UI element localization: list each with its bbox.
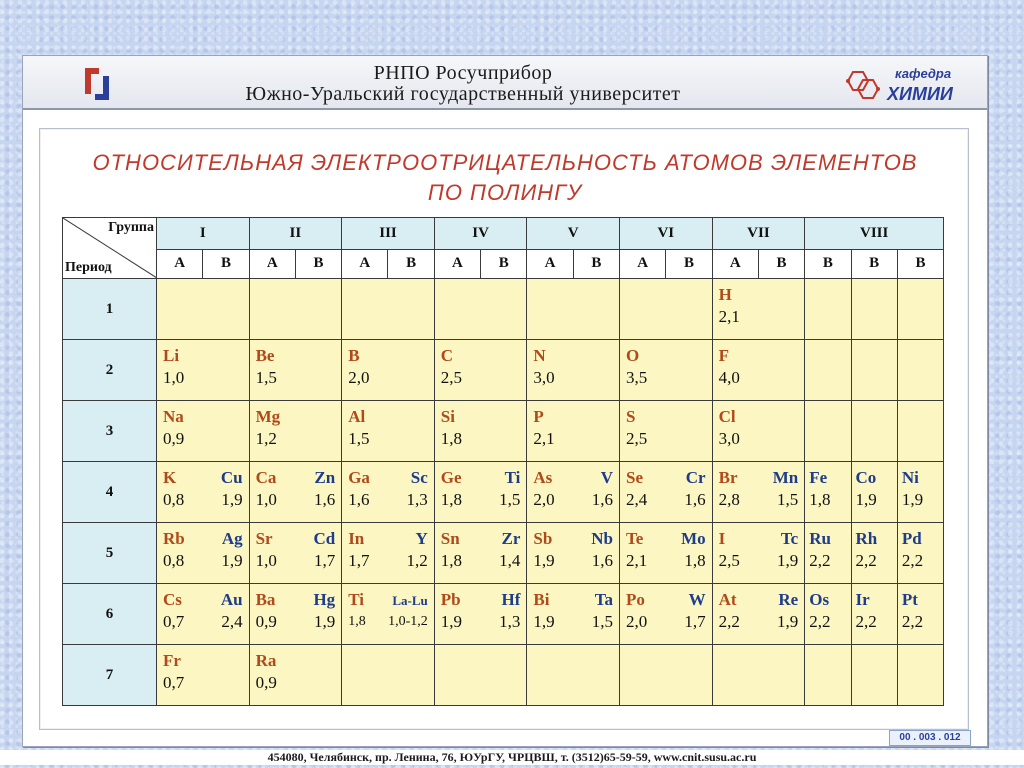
electronegativity-value: 0,9	[255, 612, 277, 631]
subgroup-header: В	[851, 249, 897, 278]
department-name: ХИМИИ	[887, 84, 953, 104]
electronegativity-value: 1,9	[901, 490, 924, 509]
element-cell	[620, 401, 713, 462]
element-symbol: Br	[718, 468, 738, 487]
element-symbol: Rb	[163, 529, 185, 548]
electronegativity-value: 1,8	[684, 551, 706, 570]
electronegativity-value: 2,2	[718, 612, 740, 631]
element-cell	[434, 584, 527, 645]
element-symbol: Tc	[780, 529, 799, 548]
electronegativity-value: 3,0	[718, 429, 740, 448]
element-symbol: Nb	[591, 529, 613, 548]
element-symbol: Re	[778, 590, 799, 609]
electronegativity-value: 2,2	[855, 612, 877, 631]
element-symbol: Ba	[255, 590, 276, 609]
electronegativity-value: 1,7	[313, 551, 336, 570]
poster	[22, 55, 988, 747]
organization-name: РНПО Росучприбор	[373, 62, 553, 84]
element-cell	[851, 340, 897, 401]
element-cell	[805, 645, 851, 706]
element-symbol: Mg	[255, 407, 281, 426]
group-axis-label: Группа	[108, 220, 154, 235]
electronegativity-value: 2,2	[855, 551, 877, 570]
element-symbol: Ti	[348, 590, 364, 609]
element-symbol: Ir	[855, 590, 870, 609]
subgroup-header: А	[157, 249, 203, 278]
element-symbol: N	[533, 346, 546, 365]
element-symbol: Ti	[504, 468, 521, 487]
element-cell	[851, 584, 897, 645]
element-cell	[342, 584, 435, 645]
electronegativity-value: 1,0	[255, 490, 277, 509]
electronegativity-value: 1,2	[255, 429, 277, 448]
electronegativity-value: 1,8	[440, 551, 463, 570]
element-symbol: Po	[626, 590, 645, 609]
department-label: кафедра	[895, 66, 952, 81]
electronegativity-value: 1,0-1,2	[388, 614, 428, 629]
element-cell	[620, 645, 713, 706]
electronegativity-value: 1,5	[591, 612, 613, 631]
poster-header	[23, 56, 987, 110]
electronegativity-value: 4,0	[718, 368, 740, 387]
element-symbol: Pd	[901, 529, 922, 548]
element-symbol: Si	[440, 407, 455, 426]
university-name: Южно-Уральский государственный университет	[245, 83, 681, 105]
electronegativity-value: 1,8	[809, 490, 831, 509]
element-cell	[527, 462, 620, 523]
element-symbol: In	[348, 529, 365, 548]
electronegativity-value: 1,9	[221, 551, 243, 570]
subgroup-header: А	[342, 249, 388, 278]
electronegativity-value: 2,1	[626, 551, 648, 570]
electronegativity-value: 1,8	[440, 429, 463, 448]
element-symbol: Al	[348, 407, 366, 426]
electronegativity-value: 2,5	[440, 368, 463, 387]
period-number: 6	[63, 584, 157, 645]
group-header-4: IV	[434, 218, 527, 250]
electronegativity-value: 0,7	[163, 612, 185, 631]
footer-address: 454080, Челябинск, пр. Ленина, 76, ЮУрГУ, ЧРЦВШ, т. (3512)65-59-59, www.cnit.susu.ac.ru	[0, 750, 1024, 765]
period-row	[63, 279, 944, 340]
group-header-2: II	[249, 218, 342, 250]
element-cell	[527, 401, 620, 462]
element-cell	[805, 340, 851, 401]
element-cell	[712, 645, 805, 706]
element-symbol: Cr	[685, 468, 706, 487]
element-symbol: Sc	[410, 468, 428, 487]
element-symbol: La-Lu	[392, 593, 428, 608]
element-cell	[851, 401, 897, 462]
electronegativity-value: 0,8	[163, 490, 185, 509]
element-symbol: Rh	[855, 529, 878, 548]
element-cell	[851, 645, 897, 706]
element-cell	[249, 279, 342, 340]
subgroup-header: В	[805, 249, 851, 278]
electronegativity-value: 0,8	[163, 551, 185, 570]
element-symbol: Ta	[594, 590, 613, 609]
element-cell	[851, 279, 897, 340]
subgroup-header: В	[758, 249, 804, 278]
electronegativity-value: 1,7	[684, 612, 706, 631]
element-symbol: Hf	[501, 590, 521, 609]
element-symbol: Li	[163, 346, 180, 365]
element-cell	[434, 523, 527, 584]
element-symbol: Sn	[440, 529, 460, 548]
element-cell	[342, 462, 435, 523]
subgroup-header: А	[527, 249, 573, 278]
period-row	[63, 584, 944, 645]
element-cell	[805, 584, 851, 645]
element-cell	[620, 279, 713, 340]
element-symbol: B	[348, 346, 360, 365]
element-symbol: Ga	[348, 468, 370, 487]
element-symbol: Sr	[255, 529, 273, 548]
subgroup-header: В	[203, 249, 249, 278]
element-cell	[620, 584, 713, 645]
period-row	[63, 401, 944, 462]
electronegativity-value: 2,5	[626, 429, 648, 448]
electronegativity-value: 1,9	[221, 490, 243, 509]
element-symbol: K	[163, 468, 177, 487]
element-symbol: F	[718, 346, 729, 365]
element-symbol: Mo	[681, 529, 706, 548]
period-row	[63, 523, 944, 584]
element-cell	[897, 462, 943, 523]
element-cell	[157, 462, 250, 523]
element-symbol: Os	[809, 590, 830, 609]
electronegativity-value: 2,0	[348, 368, 370, 387]
period-number: 3	[63, 401, 157, 462]
electronegativity-value: 1,9	[533, 551, 555, 570]
element-symbol: Cd	[313, 529, 336, 548]
element-cell	[342, 401, 435, 462]
element-symbol: Pt	[901, 590, 918, 609]
electronegativity-value: 1,8	[348, 614, 366, 629]
group-header-1: I	[157, 218, 250, 250]
electronegativity-value: 2,5	[718, 551, 740, 570]
subgroup-header: А	[620, 249, 666, 278]
electronegativity-value: 1,5	[255, 368, 277, 387]
electronegativity-value: 1,0	[255, 551, 277, 570]
electronegativity-value: 2,0	[533, 490, 555, 509]
subgroup-header: В	[897, 249, 943, 278]
electronegativity-value: 1,9	[776, 612, 799, 631]
element-cell	[897, 340, 943, 401]
element-symbol: Zn	[314, 468, 336, 487]
period-number: 4	[63, 462, 157, 523]
element-symbol: Ag	[221, 529, 243, 548]
subgroup-header: А	[434, 249, 480, 278]
element-cell	[527, 523, 620, 584]
period-number: 2	[63, 340, 157, 401]
element-symbol: Co	[855, 468, 877, 487]
element-symbol: Te	[626, 529, 644, 548]
element-cell	[527, 279, 620, 340]
element-cell	[249, 645, 342, 706]
page-subtitle: ПО ПОЛИНГУ	[427, 180, 583, 205]
electronegativity-value: 0,9	[255, 673, 277, 692]
element-symbol: Se	[626, 468, 643, 487]
element-symbol: Cs	[163, 590, 182, 609]
element-cell	[620, 462, 713, 523]
period-number: 7	[63, 645, 157, 706]
element-symbol: Ra	[255, 651, 277, 670]
element-cell	[620, 523, 713, 584]
element-cell	[712, 401, 805, 462]
element-cell	[851, 523, 897, 584]
element-symbol: Pb	[440, 590, 461, 609]
element-symbol: W	[688, 590, 706, 609]
element-symbol: Y	[415, 529, 428, 548]
electronegativity-value: 1,3	[499, 612, 521, 631]
element-cell	[851, 462, 897, 523]
element-cell	[897, 401, 943, 462]
element-cell	[342, 340, 435, 401]
element-symbol: O	[626, 346, 640, 365]
electronegativity-value: 2,1	[533, 429, 555, 448]
element-cell	[897, 523, 943, 584]
element-cell	[805, 279, 851, 340]
element-cell	[712, 584, 805, 645]
electronegativity-value: 1,4	[499, 551, 521, 570]
element-cell	[897, 279, 943, 340]
electronegativity-value: 2,8	[718, 490, 740, 509]
subgroup-header: В	[388, 249, 434, 278]
element-cell	[712, 279, 805, 340]
element-symbol: V	[600, 468, 613, 487]
electronegativity-value: 2,4	[626, 490, 648, 509]
element-symbol: Be	[255, 346, 275, 365]
period-row	[63, 340, 944, 401]
electronegativity-value: 1,9	[776, 551, 799, 570]
element-symbol: Ni	[901, 468, 919, 487]
element-cell	[805, 401, 851, 462]
element-cell	[249, 523, 342, 584]
element-cell	[434, 401, 527, 462]
element-cell	[434, 340, 527, 401]
electronegativity-value: 2,2	[809, 612, 831, 631]
element-cell	[805, 523, 851, 584]
group-header-5: V	[527, 218, 620, 250]
electronegativity-value: 2,2	[901, 551, 924, 570]
period-number: 5	[63, 523, 157, 584]
element-cell	[434, 279, 527, 340]
electronegativity-value: 1,9	[855, 490, 877, 509]
element-cell	[897, 584, 943, 645]
electronegativity-value: 2,2	[901, 612, 924, 631]
element-symbol: C	[440, 346, 454, 365]
electronegativity-table	[62, 217, 944, 706]
element-symbol: As	[533, 468, 553, 487]
element-cell	[249, 401, 342, 462]
element-symbol: Hg	[313, 590, 336, 609]
electronegativity-value: 2,4	[221, 612, 243, 631]
subgroup-header: В	[481, 249, 527, 278]
subgroup-header: В	[295, 249, 341, 278]
catalog-number-badge: 00 . 003 . 012	[889, 730, 971, 746]
element-cell	[157, 279, 250, 340]
element-cell	[157, 584, 250, 645]
element-symbol: Cl	[718, 407, 736, 426]
element-cell	[342, 645, 435, 706]
electronegativity-value: 3,5	[626, 368, 648, 387]
element-cell	[805, 462, 851, 523]
electronegativity-value: 1,7	[348, 551, 370, 570]
element-symbol: P	[533, 407, 544, 426]
element-cell	[527, 645, 620, 706]
element-symbol: Fe	[809, 468, 828, 487]
element-symbol: Na	[163, 407, 184, 426]
element-symbol: S	[626, 407, 636, 426]
electronegativity-value: 2,0	[626, 612, 648, 631]
period-number: 1	[63, 279, 157, 340]
element-cell	[434, 645, 527, 706]
electronegativity-value: 1,8	[440, 490, 463, 509]
electronegativity-value: 2,1	[718, 307, 740, 326]
group-header-7: VII	[712, 218, 805, 250]
element-symbol: At	[718, 590, 737, 609]
element-symbol: Mn	[772, 468, 799, 487]
element-cell	[249, 584, 342, 645]
subgroup-header: В	[666, 249, 712, 278]
electronegativity-value: 1,6	[348, 490, 370, 509]
element-cell	[712, 523, 805, 584]
element-cell	[434, 462, 527, 523]
electronegativity-value: 0,7	[163, 673, 185, 692]
element-cell	[342, 279, 435, 340]
element-cell	[249, 462, 342, 523]
element-symbol: Fr	[163, 651, 181, 670]
element-cell	[249, 340, 342, 401]
element-cell	[342, 523, 435, 584]
subgroup-header: А	[712, 249, 758, 278]
element-symbol: H	[718, 285, 732, 304]
table-corner-cell	[63, 218, 157, 279]
subgroup-header: А	[249, 249, 295, 278]
element-cell	[157, 401, 250, 462]
electronegativity-value: 1,5	[348, 429, 370, 448]
electronegativity-value: 1,6	[313, 490, 336, 509]
element-cell	[620, 340, 713, 401]
page-title: ОТНОСИТЕЛЬНАЯ ЭЛЕКТРООТРИЦАТЕЛЬНОСТЬ АТОМОВ ЭЛЕМЕНТОВ	[92, 150, 918, 175]
electronegativity-value: 1,0	[163, 368, 185, 387]
electronegativity-value: 2,2	[809, 551, 831, 570]
element-cell	[712, 340, 805, 401]
subgroup-header: В	[573, 249, 619, 278]
electronegativity-value: 1,5	[776, 490, 799, 509]
element-cell	[527, 584, 620, 645]
group-header-3: III	[342, 218, 435, 250]
period-axis-label: Период	[65, 260, 112, 275]
element-cell	[712, 462, 805, 523]
group-header-8: VIII	[805, 218, 944, 250]
group-header-6: VI	[620, 218, 713, 250]
element-symbol: I	[718, 529, 726, 548]
period-row	[63, 645, 944, 706]
element-symbol: Sb	[533, 529, 553, 548]
electronegativity-value: 1,6	[684, 490, 706, 509]
electronegativity-value: 1,6	[591, 551, 613, 570]
element-cell	[157, 340, 250, 401]
element-cell	[157, 645, 250, 706]
element-cell	[897, 645, 943, 706]
element-symbol: Ge	[440, 468, 462, 487]
element-symbol: Ca	[255, 468, 277, 487]
electronegativity-value: 1,5	[499, 490, 521, 509]
element-cell	[527, 340, 620, 401]
electronegativity-value: 1,9	[313, 612, 336, 631]
element-symbol: Au	[220, 590, 243, 609]
electronegativity-value: 1,9	[440, 612, 463, 631]
benzene-molecule-icon	[841, 66, 885, 104]
period-row	[63, 462, 944, 523]
electronegativity-value: 1,6	[591, 490, 613, 509]
element-symbol: Ru	[809, 529, 831, 548]
electronegativity-value: 3,0	[533, 368, 555, 387]
electronegativity-value: 1,9	[533, 612, 555, 631]
electronegativity-value: 1,2	[406, 551, 428, 570]
element-cell	[157, 523, 250, 584]
element-symbol: Cu	[220, 468, 243, 487]
electronegativity-value: 1,3	[406, 490, 428, 509]
element-symbol: Zr	[501, 529, 521, 548]
element-symbol: Bi	[533, 590, 550, 609]
electronegativity-value: 0,9	[163, 429, 185, 448]
